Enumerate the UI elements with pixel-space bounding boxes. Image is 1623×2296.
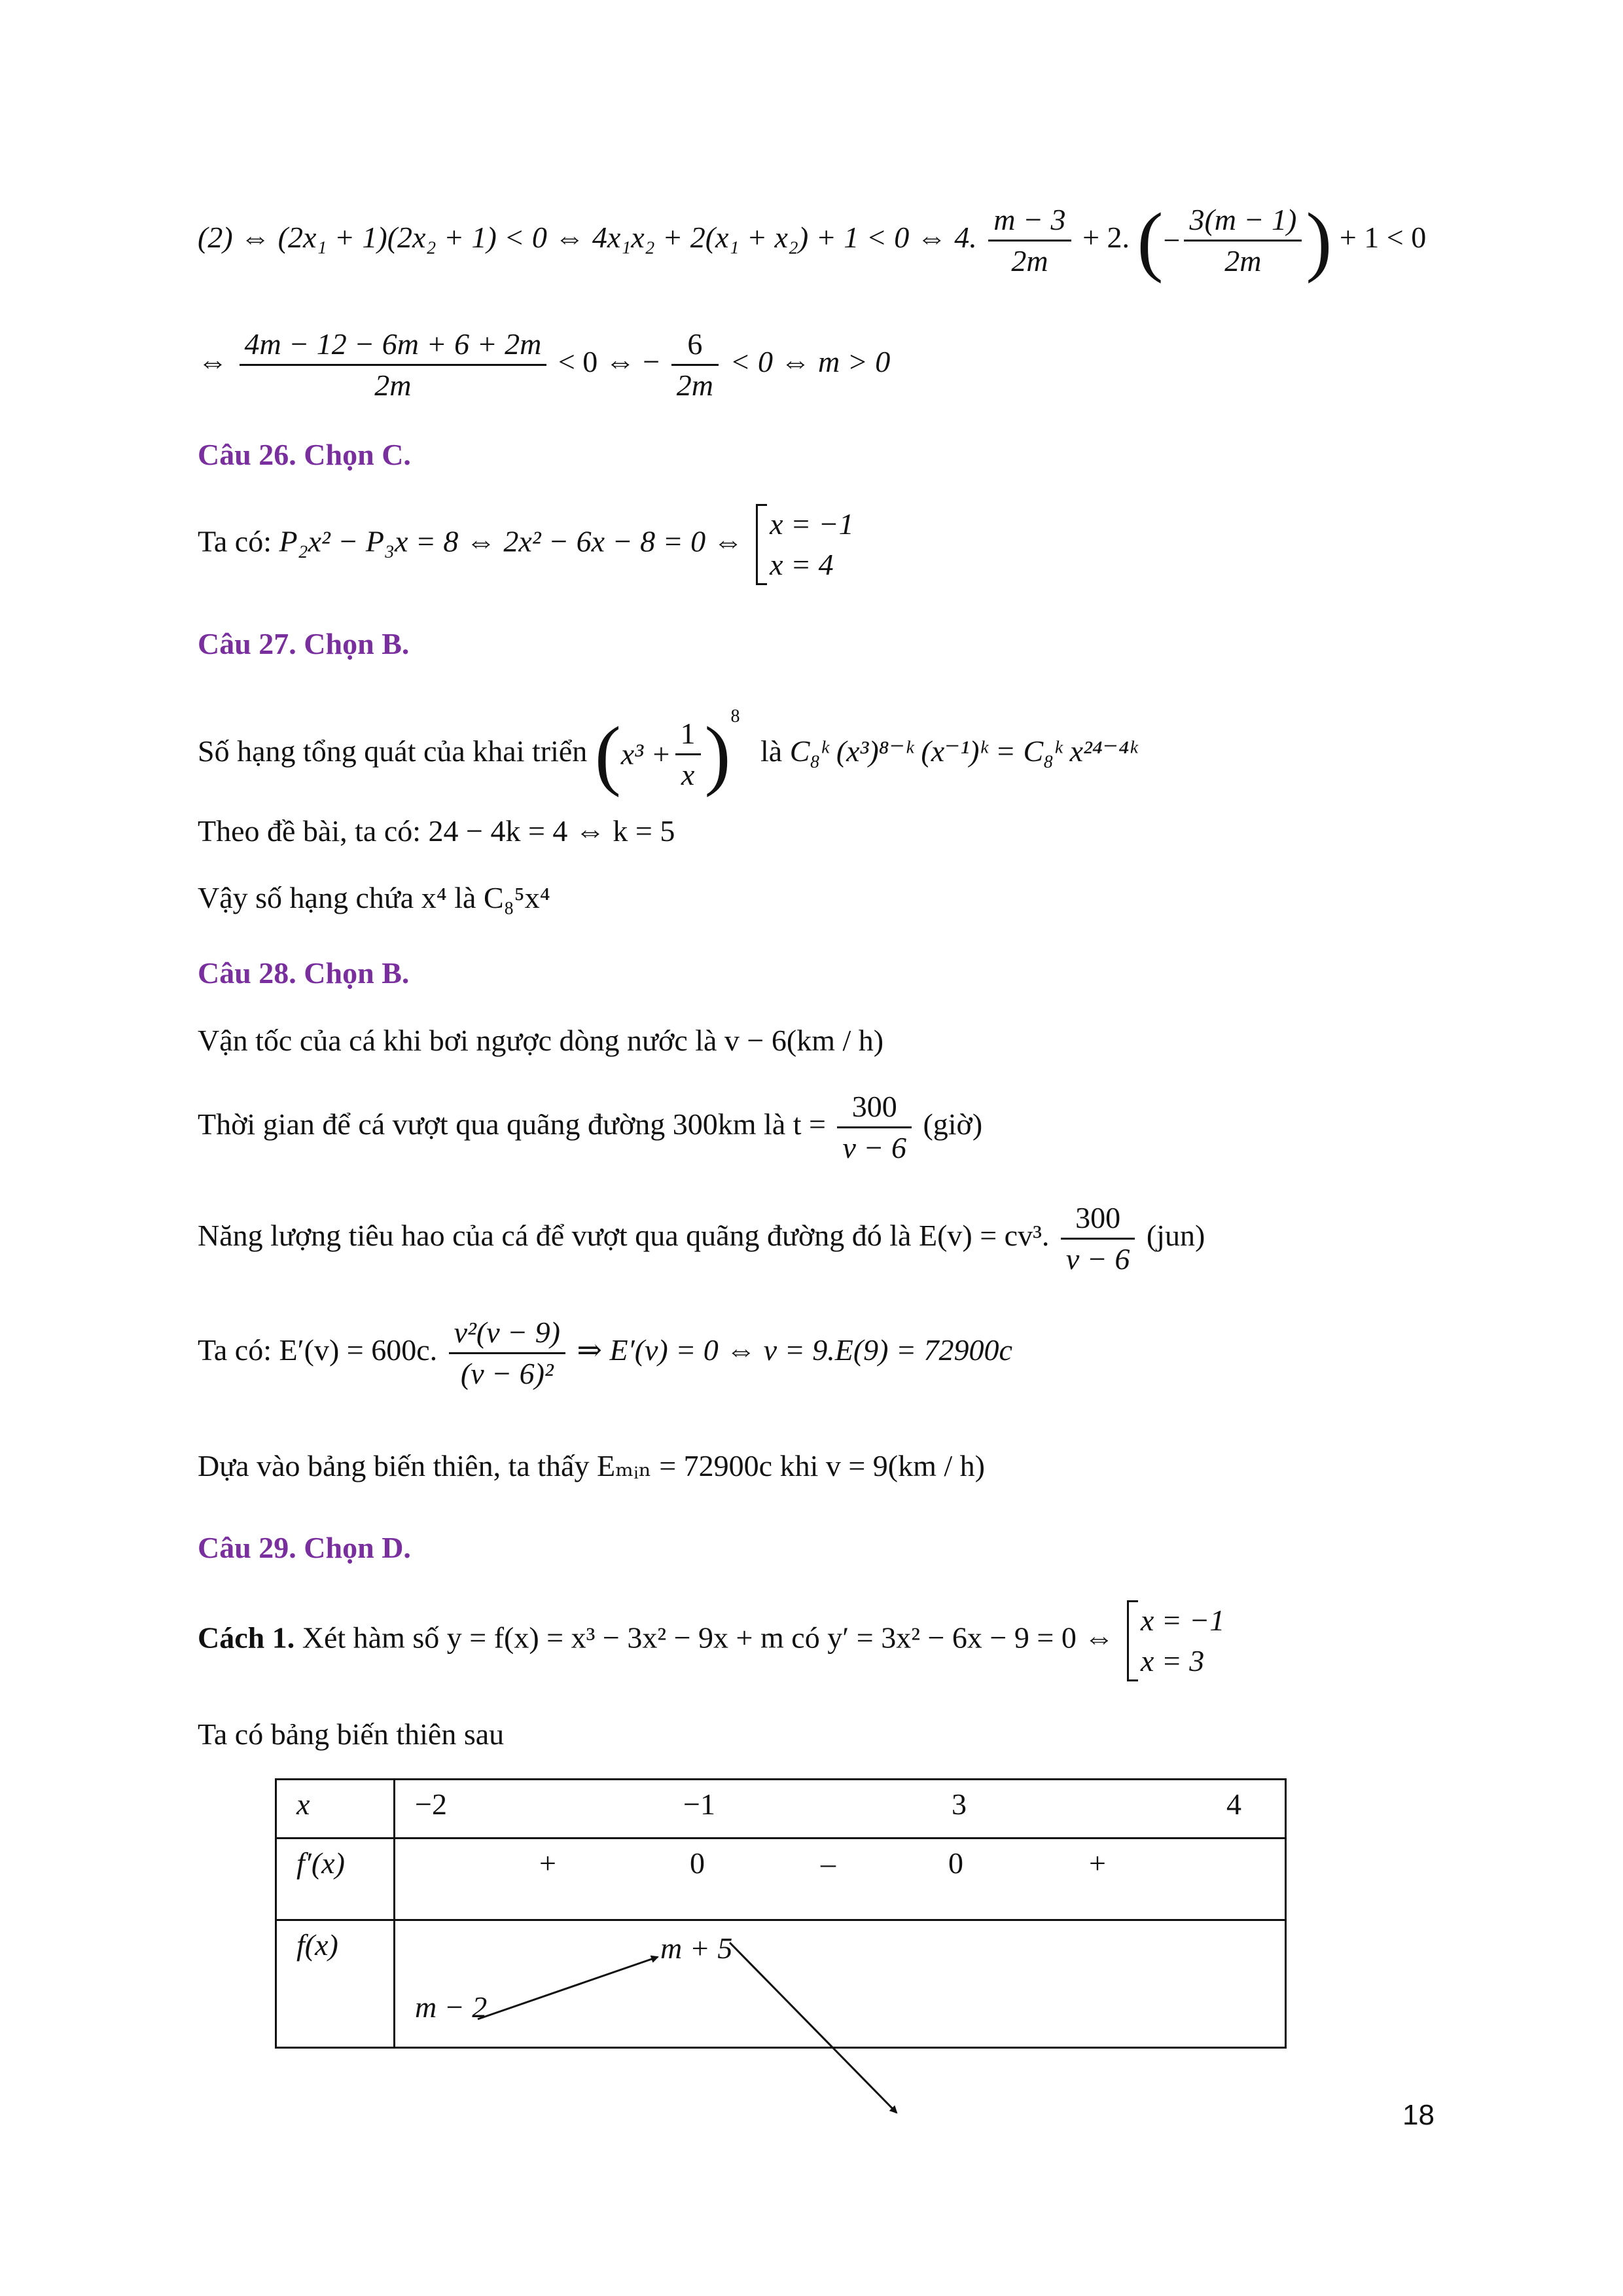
question-29-heading: Câu 29. Chọn D.: [198, 1531, 411, 1564]
equation-line-1: (2) ⇔ (2x₁ + 1)(2x₂ + 1) < 0 ⇔ 4x₁x₂ + 2(x₁ + x₂) + 1 < 0 ⇔ 4. $\frac{m - 3}{2m}$ + 2. (− $\frac{3(m - 1)}{2m}$ ) + 1 < 0: [198, 196, 1427, 284]
row-label-x: x: [276, 1780, 395, 1839]
fraction: $\frac{1}{x}$: [675, 717, 701, 792]
question-28-line-2: Thời gian để cá vượt qua quãng đường 300km là t = $\frac{300}{v - 6}$ (giờ): [198, 1090, 983, 1164]
solution-bracket: x = −1 x = 4: [756, 504, 854, 585]
question-28-line-1: Vận tốc của cá khi bơi ngược dòng nước là v − 6(km / h): [198, 1024, 884, 1057]
question-28-heading: Câu 28. Chọn B.: [198, 956, 410, 990]
question-27-heading: Câu 27. Chọn B.: [198, 627, 410, 660]
question-29-line-2: Ta có bảng biến thiên sau: [198, 1717, 505, 1751]
question-26-line: Ta có: P₂x² − P₃x = 8 ⇔ 2x² − 6x − 8 = 0 ⇔ x = −1 x = 4: [198, 504, 854, 585]
fraction: $\frac{\text{v²(v − 9)}}{\text{(v − 6)²}}$: [449, 1316, 565, 1391]
question-27-line-3: Vậy số hạng chứa x⁴ là C₈⁵x⁴: [198, 881, 550, 914]
question-28-line-5: Dựa vào bảng biến thiên, ta thấy Eₘᵢₙ = 72900c khi v = 9(km / h): [198, 1449, 985, 1482]
question-29-line-1: Cách 1. Xét hàm số y = f(x) = x³ − 3x² − 9x + m có y′ = 3x² − 6x − 9 = 0 ⇔ x = −1 x = 3: [198, 1600, 1224, 1681]
fraction: $\frac{6}{2m}$: [671, 327, 719, 403]
question-27-line-2: Theo đề bài, ta có: 24 − 4k = 4 ⇔ k = 5: [198, 814, 675, 848]
row-label-f: f(x): [276, 1920, 395, 2048]
question-28-line-3: Năng lượng tiêu hao của cá để vượt qua quãng đường đó là E(v) = cv³. $\frac{300}{v - 6}$ (jun): [198, 1201, 1205, 1276]
fraction: $\frac{300}{v - 6}$: [1061, 1201, 1135, 1276]
fprime-values-cell: + 0 – 0 +: [395, 1839, 1286, 1920]
equation-line-2: ⇔ $\frac{4m - 12 - 6m + 6 + 2m}{2m}$ < 0 ⇔ − $\frac{6}{2m}$ < 0 ⇔ m > 0: [198, 327, 891, 402]
question-26-heading: Câu 26. Chọn C.: [198, 438, 411, 471]
fraction: $\frac{4m - 12 - 6m + 6 + 2m}{2m}$: [240, 327, 547, 403]
question-28-line-4: Ta có: E′(v) = 600c. $\frac{\text{v²(v − 9)}}{\text{(v − 6)²}}$ ⇒ E′(v) = 0 ⇔ v = 9.E(9) = 72900c: [198, 1316, 1012, 1390]
f-low-value: m − 2: [415, 1990, 488, 2024]
page-number: 18: [1402, 2099, 1435, 2131]
question-27-line-1: Số hạng tổng quát của khai triển (x³ + $\frac{1}{x}$ )$^8$ là C₈ᵏ (x³)⁸⁻ᵏ (x⁻¹)ᵏ = C₈ᵏ x²⁴⁻⁴ᵏ: [198, 706, 1137, 798]
method-label: Cách 1.: [198, 1621, 295, 1655]
fraction: $\frac{m - 3}{2m}$: [988, 203, 1071, 278]
f-high-value: m + 5: [660, 1931, 733, 1965]
decreasing-arrow: [730, 1943, 897, 2113]
row-label-fprime: f′(x): [276, 1839, 395, 1920]
fraction: $\frac{3(m - 1)}{2m}$: [1184, 203, 1302, 278]
increasing-arrow: [478, 1957, 658, 2019]
equation-line-1-start: (2) ⇔ (2x₁ + 1)(2x₂ + 1) < 0 ⇔ 4x₁x₂ + 2(x₁ + x₂) + 1 < 0 ⇔ 4.: [198, 221, 977, 255]
fraction: $\frac{300}{v - 6}$: [837, 1090, 911, 1165]
solution-bracket: x = −1 x = 3: [1127, 1600, 1225, 1681]
x-values-cell: −2 −1 3 4: [395, 1780, 1286, 1839]
